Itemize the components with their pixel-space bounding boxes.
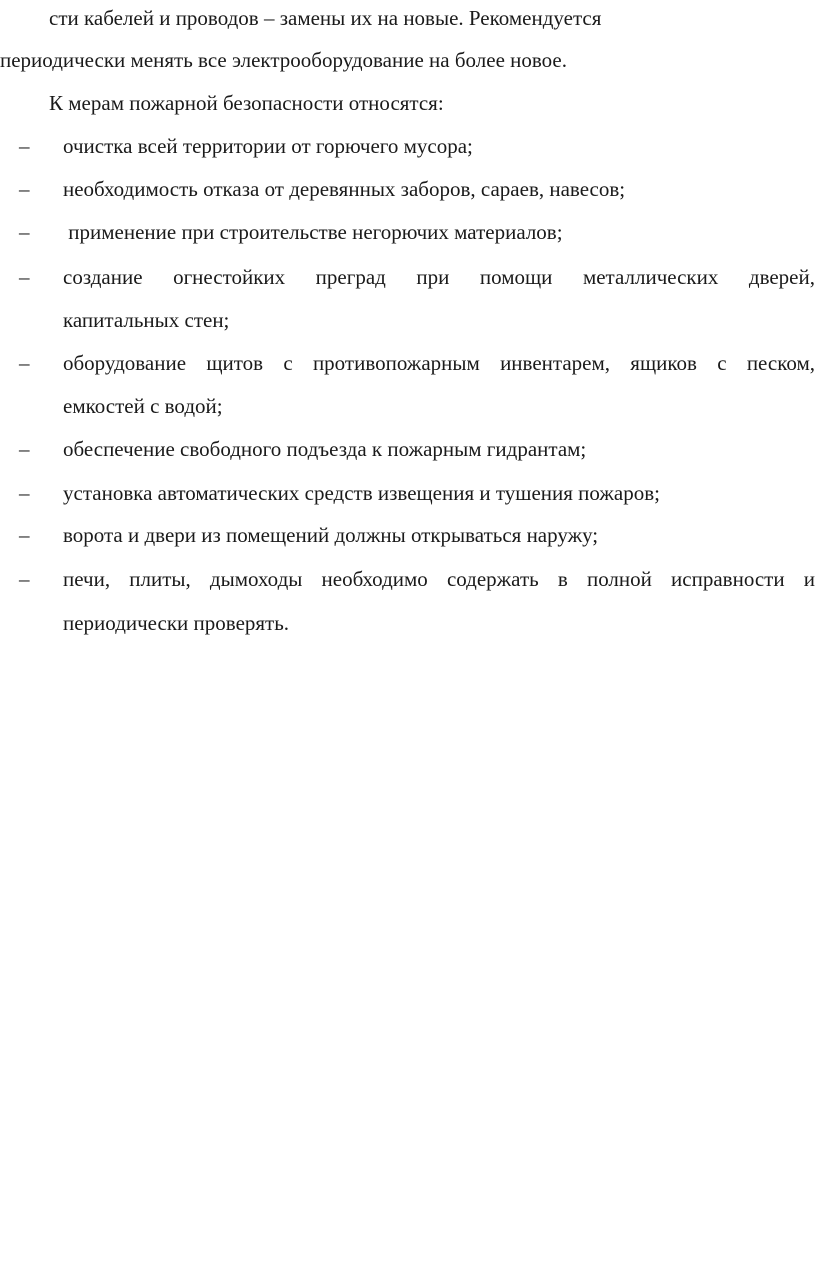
paragraph-line: сти кабелей и проводов – замены их на новые. Рекомендуется <box>49 6 602 30</box>
list-item: печи, плиты, дымоходы необходимо содержать в полной исправности и <box>63 567 815 591</box>
bullet-dash: – <box>19 481 30 505</box>
bullet-dash: – <box>19 134 30 158</box>
bullet-dash: – <box>19 265 30 289</box>
list-item: оборудование щитов с противопожарным инвентарем, ящиков с песком, <box>63 351 815 375</box>
list-item-continuation: капитальных стен; <box>63 308 230 332</box>
list-intro: К мерам пожарной безопасности относятся: <box>49 91 444 115</box>
bullet-dash: – <box>19 567 30 591</box>
bullet-dash: – <box>19 220 30 244</box>
list-item: применение при строительстве негорючих материалов; <box>63 220 563 244</box>
list-item-continuation: емкостей с водой; <box>63 394 223 418</box>
list-item-continuation: периодически проверять. <box>63 611 290 635</box>
bullet-dash: – <box>19 177 30 201</box>
list-item: необходимость отказа от деревянных заборов, сараев, навесов; <box>63 177 626 201</box>
bullet-dash: – <box>19 351 30 375</box>
list-item: создание огнестойких преград при помощи металлических дверей, <box>63 265 815 289</box>
paragraph-line: периодически менять все электрооборудование на более новое. <box>0 48 567 72</box>
bullet-dash: – <box>19 437 30 461</box>
list-item: обеспечение свободного подъезда к пожарным гидрантам; <box>63 437 587 461</box>
list-item: ворота и двери из помещений должны открываться наружу; <box>63 523 599 547</box>
list-item: установка автоматических средств извещения и тушения пожаров; <box>63 481 660 505</box>
bullet-dash: – <box>19 523 30 547</box>
list-item: очистка всей территории от горючего мусора; <box>63 134 473 158</box>
